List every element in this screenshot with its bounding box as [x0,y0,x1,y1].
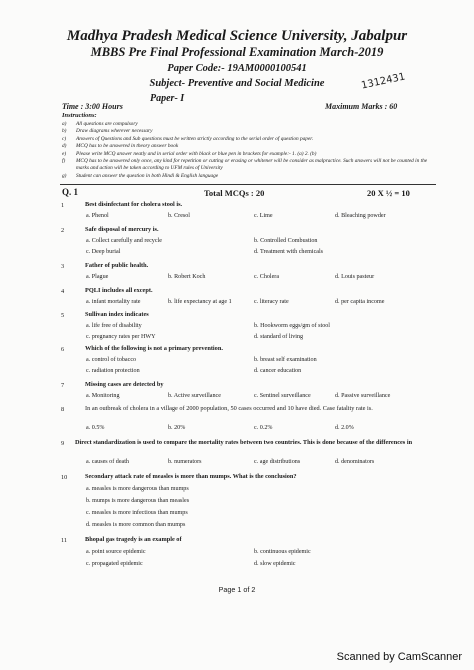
option: b. Robert Koch [168,274,206,280]
option: c. propagated epidemic [86,561,143,567]
option: d. standard of living [254,334,304,340]
option: c. age distributions [254,459,301,465]
page-number: Page 1 of 2 [218,585,256,594]
option: a. 0.5% [86,425,105,431]
question-number: 1 [61,202,65,209]
question-number: 7 [61,382,65,389]
option: c. Deep burial [86,249,121,255]
option: c. Sentinel surveillance [254,393,311,399]
option: d. denominators [335,459,375,465]
option: a. Monitoring [86,393,120,399]
question-text: Direct standardization is used to compare the mortality rates between two countries. This is done because of the differences in [75,439,413,446]
question-text: Safe disposal of mercury is. [85,226,159,233]
instructions-title: Instructions: [62,112,97,119]
scanner-watermark: Scanned by CamScanner [336,651,462,663]
question-number: 2 [61,227,65,234]
paper-code: Paper Code:- 19AM0000100541 [167,63,307,74]
option: c. radiation protection [86,368,140,374]
section-marks: 20 X ½ = 10 [367,188,410,198]
option: d. Passive surveillance [335,393,391,399]
question-number: 9 [61,440,65,447]
question-number: 11 [61,537,68,544]
instructions-list [62,121,434,180]
question-number: 4 [61,288,65,295]
option: c. Lime [254,213,273,219]
question-text: Bhopal gas tragedy is an example of [85,536,182,543]
handwritten-note: 1312431 [360,71,407,92]
instruction-item: e) Please write MCQ answer neatly and in serial order with black or blue pen in brackets for example:- 1. (a) 2. (b) [62,150,317,157]
option: a. point source epidemic [86,549,146,555]
option: d. cancer education [254,368,302,374]
option: b. numerators [168,459,202,465]
option: d. Treatment with chemicals [254,249,324,255]
exam-title: MBBS Pre Final Professional Examination March-2019 [90,45,384,59]
option: d. 2.0% [335,425,354,431]
time-label: Time : 3:00 Hours [62,102,123,111]
option: a. life free of disability [86,323,142,329]
option: a. causes of death [86,459,129,465]
question-number: 10 [61,474,68,481]
option: a. Plague [86,274,109,280]
total-mcqs: Total MCQs : 20 [204,188,265,198]
section-label: Q. 1 [62,187,79,197]
instruction-item: d) MCQ has to be answered in theory answer book [62,143,179,150]
question-number: 3 [61,263,65,270]
paper-number: Paper- I [150,93,185,104]
option: c. pregnancy rates per HWY [86,334,156,340]
option: a. Collect carefully and recycle [86,238,162,244]
instruction-item: b) Draw diagrams wherever necessary [62,128,153,135]
instruction-item: f) MCQ has to be answered only once, any kind for repetition or cutting or erasing or whitener will be consider as malpractice. Such answers will not be counted in the marks and action will be taken according to UFM rules of University [62,158,428,172]
option: b. Cresol [168,213,191,219]
question-number: 5 [61,312,65,319]
question-number: 8 [61,406,65,413]
option: b. Controlled Combustion [254,238,318,244]
option: b. Active surveillance [168,393,221,399]
instruction-item: c) Answers of Questions and Sub questions must be written strictly according to the serial order of question paper. [62,135,314,142]
option: b. breast self examination [254,357,317,363]
question-text: Secondary attack rate of measles is more than mumps. What is the conclusion? [85,473,297,480]
option: d. Louis pasteur [335,274,375,280]
option: c. 0.2% [254,425,273,431]
option: d. per capita income [335,299,385,305]
option: a. infant mortality rate [86,299,141,305]
instruction-item: a) All questions are compulsory [62,121,138,127]
question-text: Father of public health. [85,262,149,269]
option: b. Hookworm eggs/gm of stool [254,323,330,329]
question-text: Missing cases are detected by [85,381,164,388]
question-text: Best disinfectant for cholera stool is. [85,201,183,208]
option: b. life expectancy at age 1 [168,299,232,305]
option: a. control of tobacco [86,357,137,363]
question-text: PQLI includes all except. [85,287,153,294]
divider [60,184,436,185]
option: c. literacy rate [254,299,289,305]
subject: Subject- Preventive and Social Medicine [149,78,325,89]
question-text: In an outbreak of cholera in a village of 2000 population, 50 cases occurred and 10 have died. Case fatality rate is. [85,405,373,412]
option: c. measles is more infectious than mumps [86,510,188,516]
option: d. Bleaching powder [335,213,386,219]
university-title: Madhya Pradesh Medical Science University, Jabalpur [66,28,408,44]
option: a. measles is more dangerous than mumps [86,486,189,492]
question-text: Sullivan index indicates [85,311,149,318]
max-marks-label: Maximum Marks : 60 [325,102,398,111]
option: d. measles is more common than mumps [86,522,186,528]
question-number: 6 [61,346,65,353]
option: a. Phenol [86,213,109,219]
option: d. slow epidemic [254,561,296,567]
option: b. continuous epidemic [254,549,311,555]
question-text: Which of the following is not a primary prevention. [85,345,223,352]
instruction-item: g) Student can answer the question in both Hindi & English language [62,172,219,179]
option: b. mumps is more dangerous than measles [86,498,190,504]
option: c. Cholera [254,274,280,280]
option: b. 20% [168,425,186,431]
